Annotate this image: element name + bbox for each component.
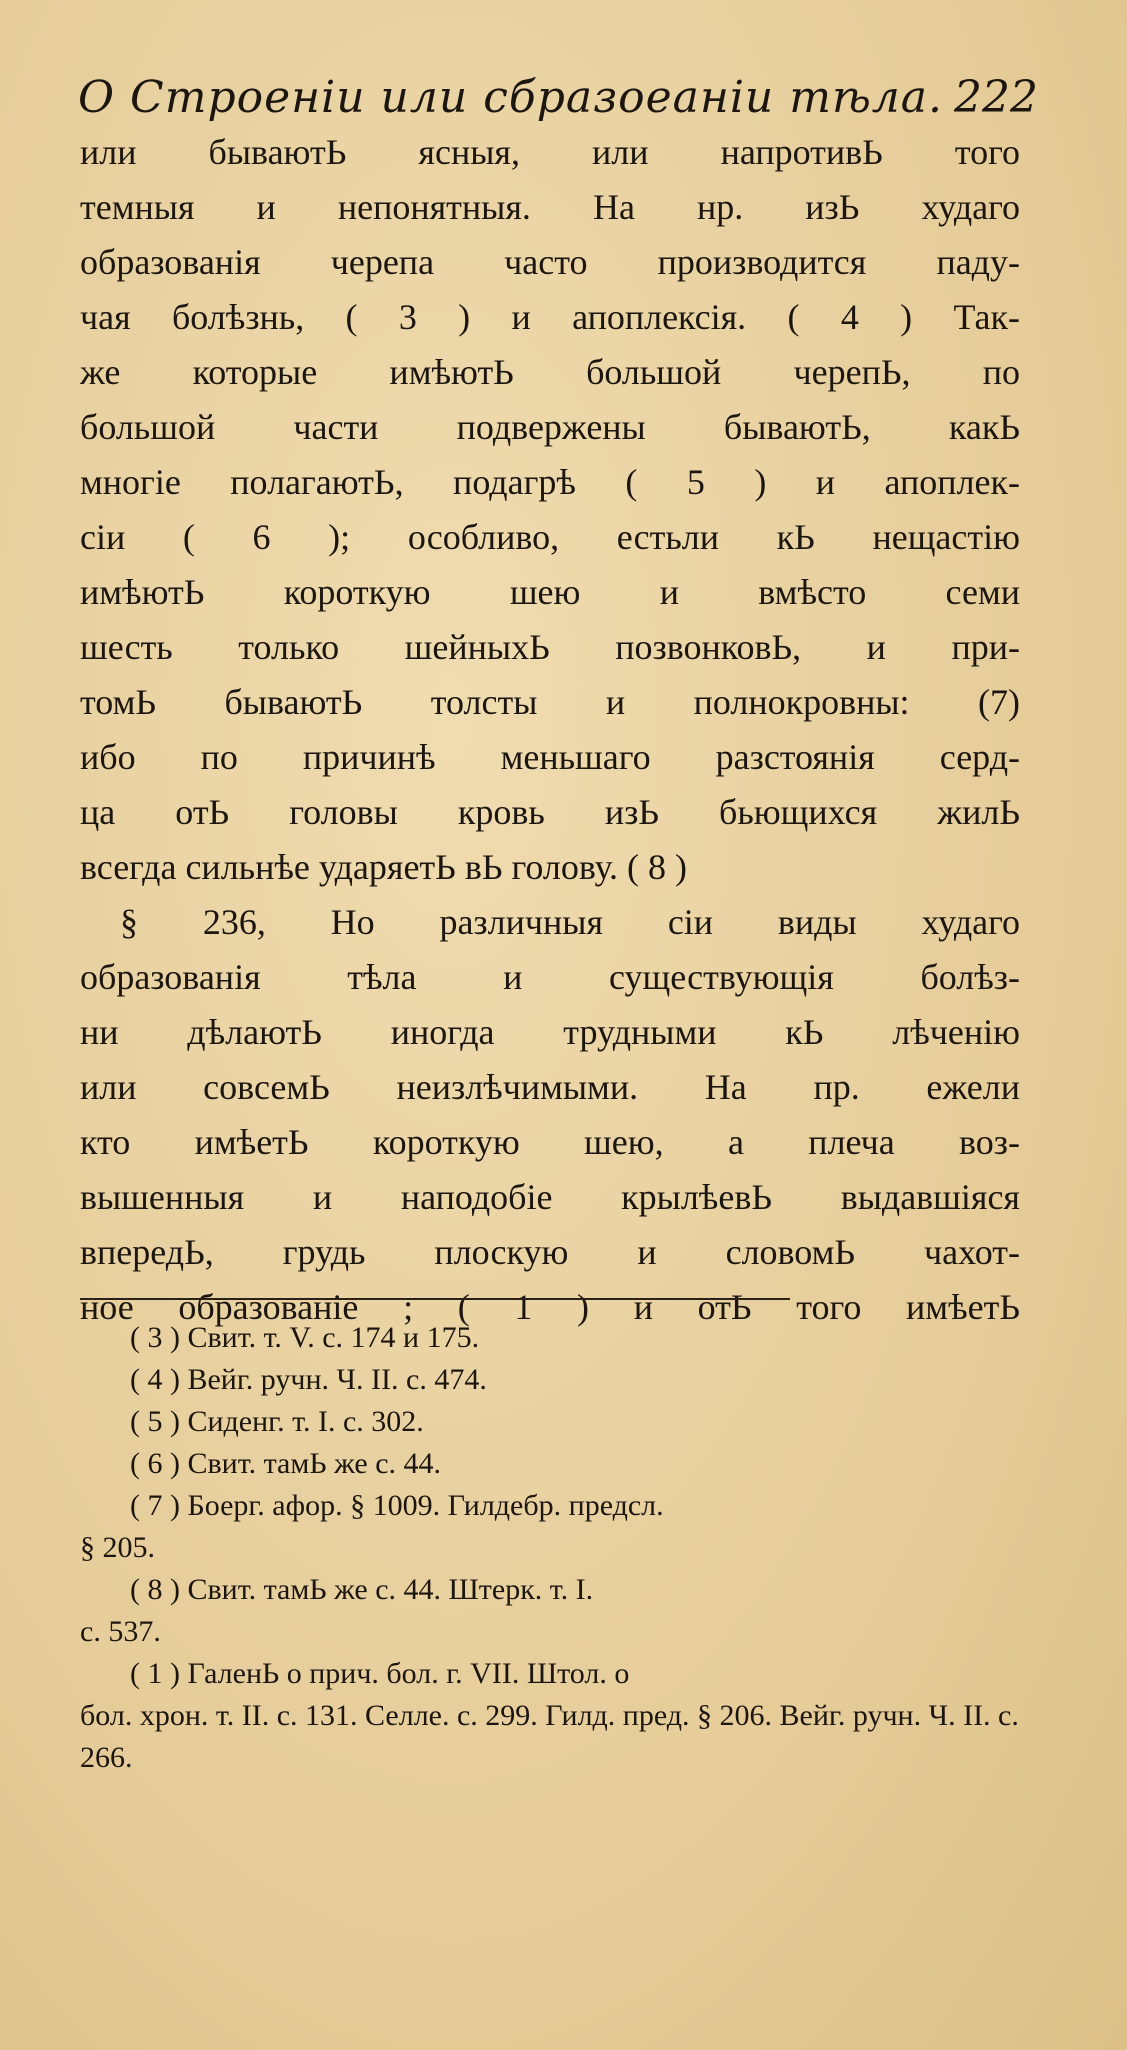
- text-line: или бываютЬ ясныя, или напротивЬ того: [80, 132, 1020, 172]
- page-number: 222: [954, 72, 1038, 123]
- text-line: ибо по причинѣ меньшаго разстоянія серд-: [80, 737, 1020, 777]
- footnote-text: ( 5 ) Сиденг. т. I. с. 302.: [130, 1405, 424, 1438]
- footnote-continuation: с. 537.: [80, 1615, 161, 1648]
- text-line: же которые имѣютЬ большой черепЬ, по: [80, 352, 1020, 392]
- header-title: О Строеніи или сбразоеаніи тѣла.: [78, 72, 944, 123]
- footnote-text: ( 6 ) Свит. тамЬ же с. 44.: [130, 1447, 442, 1480]
- text-line: образованія тѣла и существующія болѣз-: [80, 957, 1020, 997]
- text-line: шесть только шейныхЬ позвонковЬ, и при-: [80, 627, 1020, 667]
- footnote: [130, 1401, 1030, 1443]
- text-line: темныя и непонятныя. На нр. изЬ худаго: [80, 187, 1020, 227]
- text-line: сіи ( 6 ); особливо, естьли кЬ нещастію: [80, 517, 1020, 557]
- text-line: чая болѣзнь, ( 3 ) и апоплексія. ( 4 ) Так-: [80, 297, 1020, 337]
- text-line: вышенныя и наподобіе крылѣевЬ выдавшіяся: [80, 1177, 1020, 1217]
- text-line: всегда сильнѣе ударяетЬ вЬ голову. ( 8 ): [80, 847, 688, 887]
- text-line: или совсемЬ неизлѣчимыми. На пр. ежели: [80, 1067, 1020, 1107]
- footnote: [130, 1317, 1030, 1359]
- text-line: кто имѣетЬ короткую шею, а плеча воз-: [80, 1122, 1020, 1162]
- text-line: образованія черепа часто производится паду-: [80, 242, 1020, 282]
- section-start-line: § 236, Но различныя сіи виды худаго: [120, 902, 1020, 942]
- footnote-continuation: § 205.: [80, 1531, 155, 1564]
- text-line: томЬ бываютЬ толсты и полнокровны: (7): [80, 682, 1020, 722]
- footnote-separator: [80, 1298, 790, 1300]
- footnote-text: ( 7 ) Боерг. афор. § 1009. Гилдебр. предсл.: [130, 1489, 664, 1522]
- text-line: имѣютЬ короткую шею и вмѣсто семи: [80, 572, 1020, 612]
- main-text: [80, 125, 1020, 1335]
- footnote: [130, 1359, 1030, 1401]
- text-line: впередЬ, грудь плоскую и словомЬ чахот-: [80, 1232, 1020, 1272]
- text-line: ное образованіе ; ( 1 ) и отЬ того имѣетЬ: [80, 1287, 1020, 1327]
- footnote-text: ( 3 ) Свит. т. V. с. 174 и 175.: [130, 1321, 480, 1354]
- footnote-continuation: бол. хрон. т. II. с. 131. Селле. с. 299. Гилд. пред. § 206. Вейг. ручн. Ч. II. с. 266.: [80, 1699, 1019, 1774]
- footnote: [80, 1485, 1030, 1569]
- footnote-text: ( 1 ) ГаленЬ о прич. бол. г. VII. Штол. о: [130, 1657, 630, 1690]
- text-line: большой части подвержены бываютЬ, какЬ: [80, 407, 1020, 447]
- text-line: ни дѣлаютЬ иногда трудными кЬ лѣченію: [80, 1012, 1020, 1052]
- footnote: [80, 1653, 1030, 1779]
- text-line: многіе полагаютЬ, подагрѣ ( 5 ) и апоплек-: [80, 462, 1020, 502]
- footnotes: [80, 1317, 1030, 1779]
- footnote-text: ( 8 ) Свит. тамЬ же с. 44. Штерк. т. I.: [130, 1573, 594, 1606]
- footnote: [130, 1443, 1030, 1485]
- footnote-text: ( 4 ) Вейг. ручн. Ч. II. с. 474.: [130, 1363, 487, 1396]
- text-line: ца отЬ головы кровь изЬ бьющихся жилЬ: [80, 792, 1020, 832]
- footnote: [80, 1569, 1030, 1653]
